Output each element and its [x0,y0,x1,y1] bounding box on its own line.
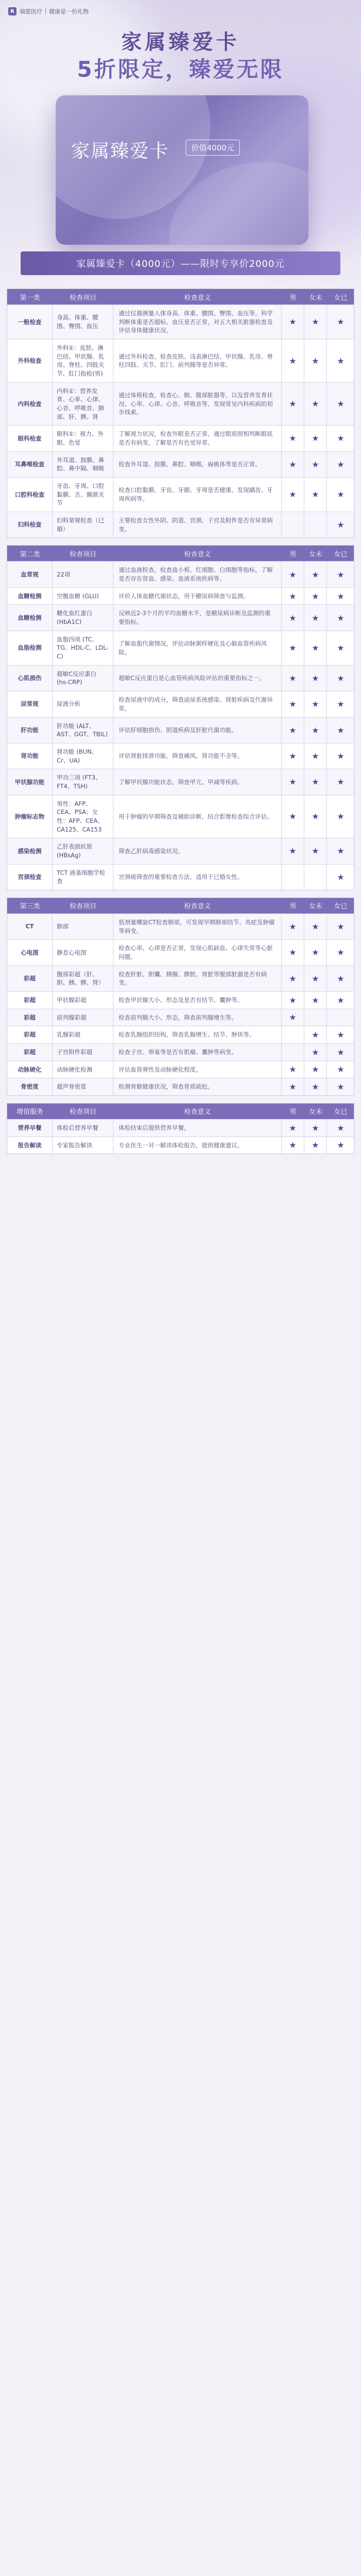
mark-male: ★ [282,691,304,717]
row-desc: 了解视力状况，检查外眼是否正常，通过眼底照相判断眼底是否有病变，了解是否有色觉异常。 [113,426,282,451]
mark-female-married: ★ [337,643,344,653]
mark-female-unmarried: ★ [304,605,327,630]
table-row [7,1061,354,1078]
table-row [7,838,354,863]
checkup-section [7,1103,354,1154]
mark-female-unmarried: ★ [304,666,327,691]
mark-female-married: ★ [337,673,344,683]
table-row [7,665,354,691]
mark-female-unmarried: ★ [304,1120,327,1137]
row-desc: 评估肾脏排泄功能，筛查痛风、肾功能不全等。 [113,743,282,769]
mark-male: ★ [282,666,304,691]
mark-female-unmarried: ★ [304,478,327,512]
header-desc: 检查意义 [184,1108,211,1116]
table-row [7,991,354,1009]
row-category: 甲状腺功能 [7,769,53,794]
mark-female-unmarried: ★ [304,1044,327,1061]
row-desc: 低剂量螺旋CT检查肺部，可发现早期肺部结节、炎症及肿瘤等病变。 [113,914,282,939]
mark-female-married: ★ [337,1064,344,1075]
mark-female-unmarried: ★ [304,743,327,769]
row-desc: 检测骨骼健康状况，筛查骨质疏松。 [113,1078,282,1095]
row-category: 口腔科检查 [7,478,53,512]
row-item: 专家报告解读 [53,1137,113,1154]
row-desc: 反映近2-3个月的平均血糖水平，是糖尿病诊断及监测的重要指标。 [113,605,282,630]
row-desc: 检查甲状腺大小、形态及是否有结节、囊肿等。 [113,992,282,1009]
row-category: 肿瘤标志物 [7,795,53,838]
table-row [7,743,354,769]
mark-male: ★ [282,743,304,769]
table-row [7,587,354,605]
row-item: 乳腺彩超 [53,1026,113,1043]
mark-male: ★ [282,562,304,587]
mark-female-unmarried: ★ [304,305,327,339]
mark-female-married: ★ [337,569,344,580]
row-category: 营养早餐 [7,1120,53,1137]
row-desc: 了解血脂代谢情况，评估动脉粥样硬化及心脑血管疾病风险。 [113,631,282,665]
row-item: 超敏C反应蛋白 (hs-CRP) [53,666,113,691]
header-female-married: 女已 [334,1108,348,1116]
mark-female-married: ★ [337,591,344,601]
brand-logos [8,7,89,15]
row-item: 外科①：皮肤、淋巴结、甲状腺、乳房、脊柱、四肢关节、肛门指检(男) [53,340,113,382]
row-category: 心电图 [7,940,53,965]
mark-male: ★ [282,838,304,863]
mark-female-unmarried: ★ [304,795,327,838]
mark-female-unmarried: ★ [304,914,327,939]
mark-female-unmarried: ★ [304,562,327,587]
row-desc: 评价人体血糖代谢状态，用于糖尿病筛查与监测。 [113,588,282,605]
row-category: 感染检测 [7,838,53,863]
row-item: 空腹血糖 (GLU) [53,588,113,605]
row-category: 妇科检查 [7,512,53,537]
row-category: 骨密度 [7,1078,53,1095]
row-item: 甲状腺彩超 [53,992,113,1009]
header-female-unmarried: 女未 [308,903,322,911]
mark-male: ★ [282,478,304,512]
mark-female-married: ★ [337,433,344,444]
row-item: 内科①：营养发育、心率、心律、心音、呼吸音、肺部、肝、脾、肾 [53,383,113,426]
row-desc: 检查尿液中的成分，筛查泌尿系统感染、肾脏疾病及代谢异常。 [113,691,282,717]
header-female-unmarried: 女未 [308,550,322,558]
row-category: 一般检查 [7,305,53,339]
row-category: 血糖检测 [7,588,53,605]
mark-female-unmarried: ★ [304,691,327,717]
mark-male: ★ [282,1078,304,1095]
mark-female-married: ★ [337,1047,344,1057]
row-desc: 检查前列腺大小、形态，筛查前列腺增生等。 [113,1009,282,1026]
checkup-section [7,545,354,890]
row-desc: 筛查乙肝病毒感染状况。 [113,838,282,863]
row-item: 22项 [53,562,113,587]
mark-female-unmarried: ★ [304,1061,327,1078]
mark-female-unmarried: ★ [304,452,327,477]
mark-female-unmarried: ★ [304,992,327,1009]
mark-female-unmarried: ★ [304,966,327,991]
table-row [7,1043,354,1061]
header-desc: 检查意义 [184,550,211,558]
mark-male: ★ [282,992,304,1009]
table-header [7,546,354,561]
mark-female-married: ★ [337,1030,344,1040]
mark-male: ★ [282,1061,304,1078]
mark-female-unmarried: ★ [304,1137,327,1154]
row-category: 血常规 [7,562,53,587]
row-item: 腹部彩超（肝、胆、胰、脾、肾） [53,966,113,991]
mark-male [282,865,304,890]
table-row [7,1078,354,1095]
row-desc: 通过外科检查，检查皮肤、浅表淋巴结、甲状腺、乳房、脊柱四肢、关节、肛门、前列腺等是否异常。 [113,340,282,382]
mark-male: ★ [282,718,304,743]
row-desc: 主要检查女性外阴、阴道、宫颈、子宫及附件是否有异常病变。 [113,512,282,537]
header-female-married: 女已 [334,903,348,911]
checkup-section [7,289,354,538]
row-item: 糖化血红蛋白 (HbA1C) [53,605,113,630]
mark-female-unmarried: ★ [304,426,327,451]
mark-male: ★ [282,305,304,339]
header-male: 男 [289,1108,297,1116]
mark-female-unmarried [304,1009,327,1026]
mark-female-married [327,1009,354,1026]
row-desc: 了解甲状腺功能状态，筛查甲亢、甲减等疾病。 [113,769,282,794]
row-category: 心肌损伤 [7,666,53,691]
header-item: 检查项目 [69,294,96,302]
mark-male: ★ [282,605,304,630]
hero-title: 家属臻爱卡 [121,30,240,54]
mark-female-married: ★ [337,846,344,856]
row-desc: 专业医生一对一解读体检报告，提供健康建议。 [113,1137,282,1154]
mark-male: ★ [282,914,304,939]
header-desc: 检查意义 [184,903,211,911]
row-category: 彩超 [7,1044,53,1061]
row-category: 肝功能 [7,718,53,743]
price-band: 家属臻爱卡（4000元）——限时专享价2000元 [21,251,340,275]
mark-female-married: ★ [337,947,344,958]
header-female-unmarried: 女未 [308,1108,322,1116]
mark-male: ★ [282,340,304,382]
row-category: 动脉硬化 [7,1061,53,1078]
row-item: 血脂四项 (TC、TG、HDL-C、LDL-C) [53,631,113,665]
mark-male: ★ [282,1137,304,1154]
row-category: CT [7,914,53,939]
mark-male: ★ [282,631,304,665]
mark-male: ★ [282,795,304,838]
row-desc: 检查肝脏、胆囊、胰腺、脾脏、肾脏等腹部脏器是否有病变。 [113,966,282,991]
header-item: 检查项目 [69,550,96,558]
mark-female-married: ★ [337,1082,344,1092]
table-row [7,769,354,794]
brand-logo-icon: R [8,7,17,15]
mark-female-unmarried: ★ [304,1026,327,1043]
mark-female-unmarried: ★ [304,718,327,743]
table-row [7,939,354,965]
row-category: 尿常规 [7,691,53,717]
row-item: 乙肝表面抗原 (HBsAg) [53,838,113,863]
row-category: 彩超 [7,1009,53,1026]
table-row [7,1026,354,1043]
table-row [7,339,354,382]
row-item: 体检后营养早餐 [53,1120,113,1137]
card-value-badge: 价值4000元 [186,140,240,156]
table-row [7,913,354,939]
mark-female-married: ★ [337,317,344,327]
row-category: 彩超 [7,966,53,991]
row-item: 超声骨密度 [53,1078,113,1095]
table-row [7,864,354,890]
row-desc: 检查口腔黏膜、牙齿、牙龈、牙周是否健康，发现龋齿、牙周疾病等。 [113,478,282,512]
row-desc: 通过血液检查，检查血小板、红细胞、白细胞等指标，了解是否存在贫血、感染、血液系统疾病等。 [113,562,282,587]
table-row [7,1119,354,1137]
table-row [7,425,354,451]
mark-female-unmarried: ★ [304,631,327,665]
row-desc: 评估血管弹性及动脉硬化程度。 [113,1061,282,1078]
mark-female-married: ★ [337,1140,344,1150]
header-male: 男 [289,550,297,558]
logo-divider [45,8,46,14]
mark-male: ★ [282,769,304,794]
row-item: TCT 液基细胞学检查 [53,865,113,890]
header-male: 男 [289,294,297,302]
row-desc: 检查外耳道、鼓膜、鼻腔、咽喉、扁桃体等是否正常。 [113,452,282,477]
mark-female-unmarried: ★ [304,1078,327,1095]
table-header [7,289,354,304]
row-item: 牙齿、牙周、口腔黏膜、舌、颞颌关节 [53,478,113,512]
mark-female-married: ★ [337,725,344,735]
mark-female-married: ★ [337,355,344,366]
header-female-married: 女已 [334,550,348,558]
row-item: 尿液分析 [53,691,113,717]
table-row [7,1009,354,1026]
mark-male: ★ [282,966,304,991]
mark-female-unmarried: ★ [304,340,327,382]
mark-male: ★ [282,1009,304,1026]
row-item: 妇科常规检查（已婚） [53,512,113,537]
row-desc: 检查乳腺组织结构，筛查乳腺增生、结节、肿块等。 [113,1026,282,1043]
mark-female-married: ★ [337,399,344,409]
row-item: 甲功三项 (FT3、FT4、TSH) [53,769,113,794]
row-desc: 用于肿瘤的早期筛查及辅助诊断，结合影像检查综合评估。 [113,795,282,838]
section-title: 第二类 [20,550,40,558]
mark-male: ★ [282,426,304,451]
membership-card [56,95,308,245]
header-item: 检查项目 [69,1108,96,1116]
row-desc: 超敏C反应蛋白是心血管疾病风险评估的重要指标之一。 [113,666,282,691]
mark-female-married: ★ [337,751,344,761]
table-row [7,477,354,512]
header-female-married: 女已 [334,294,348,302]
mark-female-married: ★ [337,489,344,500]
row-desc: 检查子宫、卵巢等是否有肌瘤、囊肿等病变。 [113,1044,282,1061]
mark-female-married: ★ [337,699,344,709]
mark-male: ★ [282,452,304,477]
row-item: 子宫附件彩超 [53,1044,113,1061]
checkup-section [7,897,354,1096]
header-male: 男 [289,903,297,911]
table-row [7,1137,354,1154]
table-row [7,795,354,838]
table-header [7,1104,354,1119]
row-category: 彩超 [7,992,53,1009]
row-category: 肾功能 [7,743,53,769]
mark-female-unmarried: ★ [304,383,327,426]
mark-male [282,1026,304,1043]
mark-female-unmarried: ★ [304,588,327,605]
mark-female-married: ★ [337,459,344,469]
mark-male: ★ [282,588,304,605]
section-title: 第一类 [20,294,40,302]
row-desc: 评估肝细胞损伤、胆道疾病及肝脏代谢功能。 [113,718,282,743]
row-category: 血糖检测 [7,605,53,630]
row-item: 静息心电图 [53,940,113,965]
card-title: 家属臻爱卡 [71,141,170,162]
row-item: 前列腺彩超 [53,1009,113,1026]
table-row [7,717,354,743]
mark-female-married: ★ [337,811,344,822]
table-header [7,898,354,913]
mark-female-married: ★ [337,613,344,623]
row-category: 宫颈检查 [7,865,53,890]
row-item: 外耳道、鼓膜、鼻腔、鼻中隔、咽喉 [53,452,113,477]
table-row [7,512,354,537]
row-item: 肾功能 (BUN、Cr、UA) [53,743,113,769]
row-desc: 宫颈癌筛查的重要检查方法，适用于已婚女性。 [113,865,282,890]
header-item: 检查项目 [69,903,96,911]
mark-female-married: ★ [337,973,344,984]
section-title: 增值服务 [16,1108,43,1116]
mark-female-unmarried [304,512,327,537]
checkup-tables [0,289,361,1154]
table-row [7,451,354,477]
row-desc: 检查心率、心律是否正常，发现心肌缺血、心律失常等心脏问题。 [113,940,282,965]
mark-female-married: ★ [337,995,344,1005]
row-category: 外科检查 [7,340,53,382]
mark-male: ★ [282,1120,304,1137]
mark-female-married: ★ [337,520,344,530]
row-category: 耳鼻喉检查 [7,452,53,477]
mark-male [282,1044,304,1061]
mark-female-unmarried [304,865,327,890]
row-desc: 通过仪器测量人体身高、体重、腰围、臀围、血压等，科学判断体重是否超标、血压是否正常，对五大相关脏器检查及评估身体健康状况。 [113,305,282,339]
mark-male [282,512,304,537]
mark-female-unmarried: ★ [304,769,327,794]
mark-male: ★ [282,940,304,965]
row-desc: 体检结束后提供营养早餐。 [113,1120,282,1137]
mark-female-unmarried: ★ [304,940,327,965]
row-item: 身高、体重、腰围、臀围、血压 [53,305,113,339]
mark-female-married: ★ [337,921,344,931]
header-female-unmarried: 女未 [308,294,322,302]
mark-female-married: ★ [337,1123,344,1133]
mark-female-married: ★ [337,777,344,787]
mark-female-unmarried: ★ [304,838,327,863]
table-row [7,691,354,717]
table-row [7,604,354,630]
row-category: 内科检查 [7,383,53,426]
row-category: 眼科检查 [7,426,53,451]
table-row [7,561,354,587]
row-desc: 通过体格检查，检查心、肺、腹部脏器等，以及营养发育状况、心率、心律、心音、呼吸音等，发现常见内科疾病的初步线索。 [113,383,282,426]
row-item: 眼科①：视力、外眼、色觉 [53,426,113,451]
table-row [7,304,354,339]
table-row [7,631,354,665]
hero-subtitle: 5折限定，臻爱无限 [77,57,284,82]
brand-logo-a: 瑞慈医疗 [20,8,42,15]
row-item: 肝功能 (ALT、AST、GGT、TBIL) [53,718,113,743]
row-category: 彩超 [7,1026,53,1043]
section-title: 第三类 [20,903,40,911]
row-item: 男性：AFP、CEA、PSA；女性：AFP、CEA、CA125、CA153 [53,795,113,838]
hero-banner [0,0,361,289]
brand-logo-b: 健康是一份礼物 [49,8,89,15]
table-row [7,382,354,426]
row-item: 动脉硬化检测 [53,1061,113,1078]
header-desc: 检查意义 [184,294,211,302]
row-category: 血脂检测 [7,631,53,665]
row-item: 肺部 [53,914,113,939]
table-row [7,965,354,991]
mark-male: ★ [282,383,304,426]
row-category: 报告解读 [7,1137,53,1154]
mark-female-married: ★ [337,872,344,882]
